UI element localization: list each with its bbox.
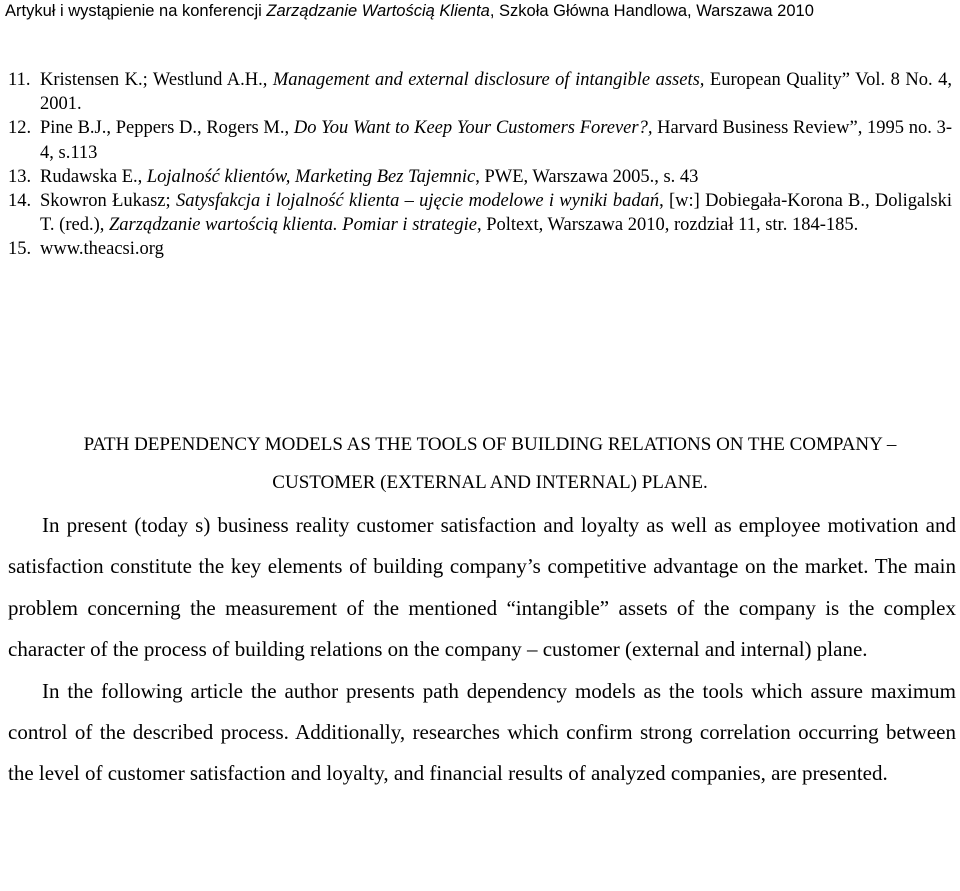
reference-number: 14. (8, 191, 32, 212)
reference-source: Harvard Business Review”, 1995 no. 3-4, s.113 (40, 118, 952, 163)
reference-authors: Kristensen K.; Westlund A.H., (40, 70, 273, 90)
header-prefix: Artykuł i wystąpienie na konferencji (5, 2, 267, 20)
reference-title: Management and external disclosure of intangible assets, (272, 70, 705, 90)
page-header (5, 2, 955, 21)
reference-item (8, 116, 952, 164)
reference-source: , PWE, Warszawa 2005., s. 43 (475, 166, 699, 187)
reference-publisher: , Poltext, Warszawa 2010, rozdział 11, str. 184-185. (476, 215, 859, 236)
reference-title: Lojalność klientów, Marketing Bez Tajemnic (146, 166, 476, 187)
reference-title: Satysfakcja i lojalność klienta – ujęcie modelowe i wyniki badań (175, 191, 660, 212)
abstract-paragraph: In the following article the author presents path dependency models as the tools which assure maximum control of the described process. Additionally, researches which confirm strong correlation occurring between the level of customer satisfaction and loyalty, and financial results of analyzed companies, are presented. (8, 678, 956, 786)
reference-number: 13. (8, 166, 32, 187)
reference-title: Do You Want to Keep Your Customers Forever?, (293, 118, 653, 139)
reference-source: , [w:] Dobiegała-Korona B., Doligalski T. (red.), (40, 191, 952, 236)
reference-list (8, 68, 952, 262)
paper-title: PATH DEPENDENCY MODELS AS THE TOOLS OF BUILDING RELATIONS ON THE COMPANY – CUSTOMER (EXTERNAL AND INTERNAL) PLANE. (83, 434, 897, 493)
reference-authors: Pine B.J., Peppers D., Rogers M., (40, 118, 294, 139)
reference-source: European Quality” Vol. 8 No. 4, 2001. (40, 70, 952, 115)
reference-item (8, 165, 952, 189)
header-conference: Zarządzanie Wartością Klienta (266, 2, 490, 20)
reference-item (8, 68, 952, 116)
header-suffix: , Szkoła Główna Handlowa, Warszawa 2010 (489, 2, 814, 20)
abstract-paragraph: In present (today s) business reality customer satisfaction and loyalty as well as employee motivation and satisfaction constitute the key elements of building company’s competitive advantage on the market. The main problem concerning the measurement of the mentioned “intangible” assets of the company is the complex character of the process of building relations on the company – customer (external and internal) plane. (8, 513, 956, 662)
reference-url: www.theacsi.org (40, 239, 164, 260)
reference-item (8, 189, 952, 237)
reference-item (8, 237, 952, 261)
reference-authors: Rudawska E., (40, 166, 147, 187)
reference-authors: Skowron Łukasz; (40, 191, 176, 212)
abstract-body (8, 505, 956, 795)
reference-number: 12. (8, 118, 32, 139)
reference-book-title: Zarządzanie wartością klienta. Pomiar i strategie (109, 215, 477, 236)
reference-number: 11. (8, 70, 31, 90)
reference-number: 15. (8, 239, 32, 260)
